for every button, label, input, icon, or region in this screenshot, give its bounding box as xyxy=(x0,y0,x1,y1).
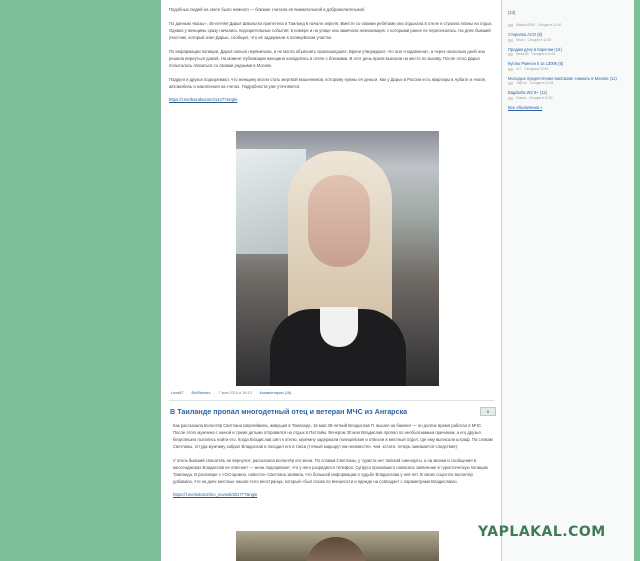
ad-title[interactable]: Куплю Рменон 5 за 1300€ (6) xyxy=(508,61,564,66)
ad-title[interactable]: Молодые предпочтения вакСиоме снимать в Москве (11) xyxy=(508,75,617,81)
ad-date: Сегодня в 11:08 xyxy=(531,52,556,56)
article-2-counter[interactable]: 6 xyxy=(480,407,496,416)
article-1-paragraph: Подобных людей на свете было немного — близкие считали её внимательной и доброжелательной. xyxy=(169,7,365,12)
ad-counter: (23) xyxy=(508,10,516,15)
ad-date: Сегодня в 12:40 xyxy=(537,23,562,27)
ad-item[interactable] xyxy=(508,32,628,43)
ad-date: Сегодня в 11:30 xyxy=(528,95,553,100)
article-2-source-link[interactable]: https://t.me/ostorozhno_novosti/30177?single xyxy=(173,492,258,497)
article-2-paragraph: Как рассказала волонтёр Светлана Шергеймина, живущая в Таиланде, 16 мая 38-летний Владислав П. вышел на банкинг — он долгое время работал в МЧС. После этого мужчина с женой и тремя детьми отправился на отдых в Паттайю. Вечером 30 мая Владислав пропал по необъяснимым причинам, а его друзья безуспешно пытались найти его. Когда Владислав шёл к отелю, мужчину задержали полицейские и отвезли в местный отдел, где ему выписали штраф. По словам Светланы, оттуда мужчину забрал Владислав и посадил его в такси (точный маршрут им неизвестен, чем, кстати, теперь занимается следствие). xyxy=(173,423,493,449)
avatar xyxy=(508,24,513,27)
avatar xyxy=(508,68,513,71)
article-2-title[interactable]: В Таиланде пропал многодетный отец и ветеран МЧС из Ангарска xyxy=(170,407,408,416)
article-1-paragraph: Подруги и друзья подозревают, что женщину могли стать жертвой мошенников, которому нужны её деньги. Как у Дарьи в России есть квартиры в Арбате и Анапе, автомобиль и накопления на счетах. Подробности уже уточняются. xyxy=(169,77,487,89)
all-ads-link[interactable]: Все объявления » xyxy=(508,104,543,110)
ad-item[interactable] xyxy=(508,61,628,72)
article-1-meta xyxy=(171,391,291,395)
ad-date: Сегодня в 12:43 xyxy=(527,37,552,42)
author-link[interactable]: Leos87 xyxy=(171,391,184,395)
ad-title[interactable]: Bagdarita W2 8+ (12) xyxy=(508,90,548,95)
avatar xyxy=(508,97,513,100)
ad-item[interactable] xyxy=(508,76,628,87)
article-1-paragraph: По информации полиции, Дарья сильно нервничала, и не могла объяснить произошедшее. Врачи утверждают, что она «подавлена», а через несколько дней она решила вернуться домой. На момент публикации женщина находилась в отеле с близкими. В этот день врачи выехали на место по вызову. После этого Дарья попыталась связаться со своими родными в Москве. xyxy=(169,49,485,68)
comments-link[interactable]: Комментарии (18) xyxy=(259,391,292,395)
page-container xyxy=(160,0,634,561)
post-date: 7 мая 2024 в 16:13 xyxy=(218,391,252,395)
ad-item[interactable] xyxy=(508,23,628,28)
photo-face xyxy=(308,175,370,267)
ad-title[interactable]: Продам дачу в Карелии (16) xyxy=(508,46,562,52)
avatar xyxy=(508,53,513,56)
article-1-paragraph: По данным «Базы», 45-летняя Дарья Шмальтко прилетела в Таиланд в начале апреля. Вместе со своими ребятами она отдыхала в отеле и строила планы на отдых. Однако у женщины сразу начались подозрительные события: в номере и на улице она замечала незнакомцев, с которыми ранее не пересекалась. На днях бывший участник, который знал Дарью, сообщил, что её задержали в полицейском участке. xyxy=(169,21,493,40)
ad-item[interactable] xyxy=(508,90,628,101)
ad-author[interactable]: Shuro xyxy=(516,37,525,42)
article-1-source-link[interactable]: https://t.me/bazabazon/41447?single xyxy=(169,97,238,102)
ad-author[interactable]: Alexa-89 xyxy=(516,52,529,56)
article-2-photo[interactable] xyxy=(236,531,439,561)
photo-person xyxy=(306,537,366,561)
ad-date: Сегодня в 12:44 xyxy=(524,66,548,71)
ad-author[interactable]: Gr7 xyxy=(516,66,522,71)
ads-list xyxy=(502,0,634,110)
photo-collar xyxy=(320,307,358,347)
article-1-text xyxy=(166,6,498,110)
source-link[interactable]: Йоббвлать xyxy=(191,391,211,395)
avatar xyxy=(508,39,513,42)
ad-title[interactable]: Стерилка АСО (8) xyxy=(508,32,543,37)
site-watermark: YAPLAKAL.COM xyxy=(478,524,606,540)
ad-author[interactable]: YakFun xyxy=(516,81,527,85)
sidebar xyxy=(501,0,634,561)
main-content xyxy=(166,0,498,561)
ad-item[interactable] xyxy=(508,47,628,58)
post-divider xyxy=(169,400,494,401)
article-1-photo[interactable] xyxy=(236,131,439,386)
article-2-text xyxy=(170,422,496,505)
article-2-paragraph: У отель бывший спасатель не вернулся, рассказала волонтёр его жена. По словам Светланы, у туриста нет тайской сим-карты, а на звонки и сообщения в мессенджерах Владислав не отвечает — жена подозревает, что у него разрядился телефон. Супруга пропавшего написала заявление в туристическую полицию Таиланда. В разговоре с «Осторожно, новости» Светлана заявила, что большой информации о судьбе Владислава у неё нет. В своих соцсетях волонтёр добавила, что на днях местные нашли тело иностранца, который «был похож по внешности и одежде на совпадает с параметрами Владислава». xyxy=(173,458,488,484)
ad-author[interactable]: Stakhov2000 xyxy=(516,23,535,27)
avatar xyxy=(508,82,513,85)
ad-date: Сегодня в 13:44 xyxy=(529,81,554,85)
ad-author[interactable]: Zhanta xyxy=(516,95,526,100)
